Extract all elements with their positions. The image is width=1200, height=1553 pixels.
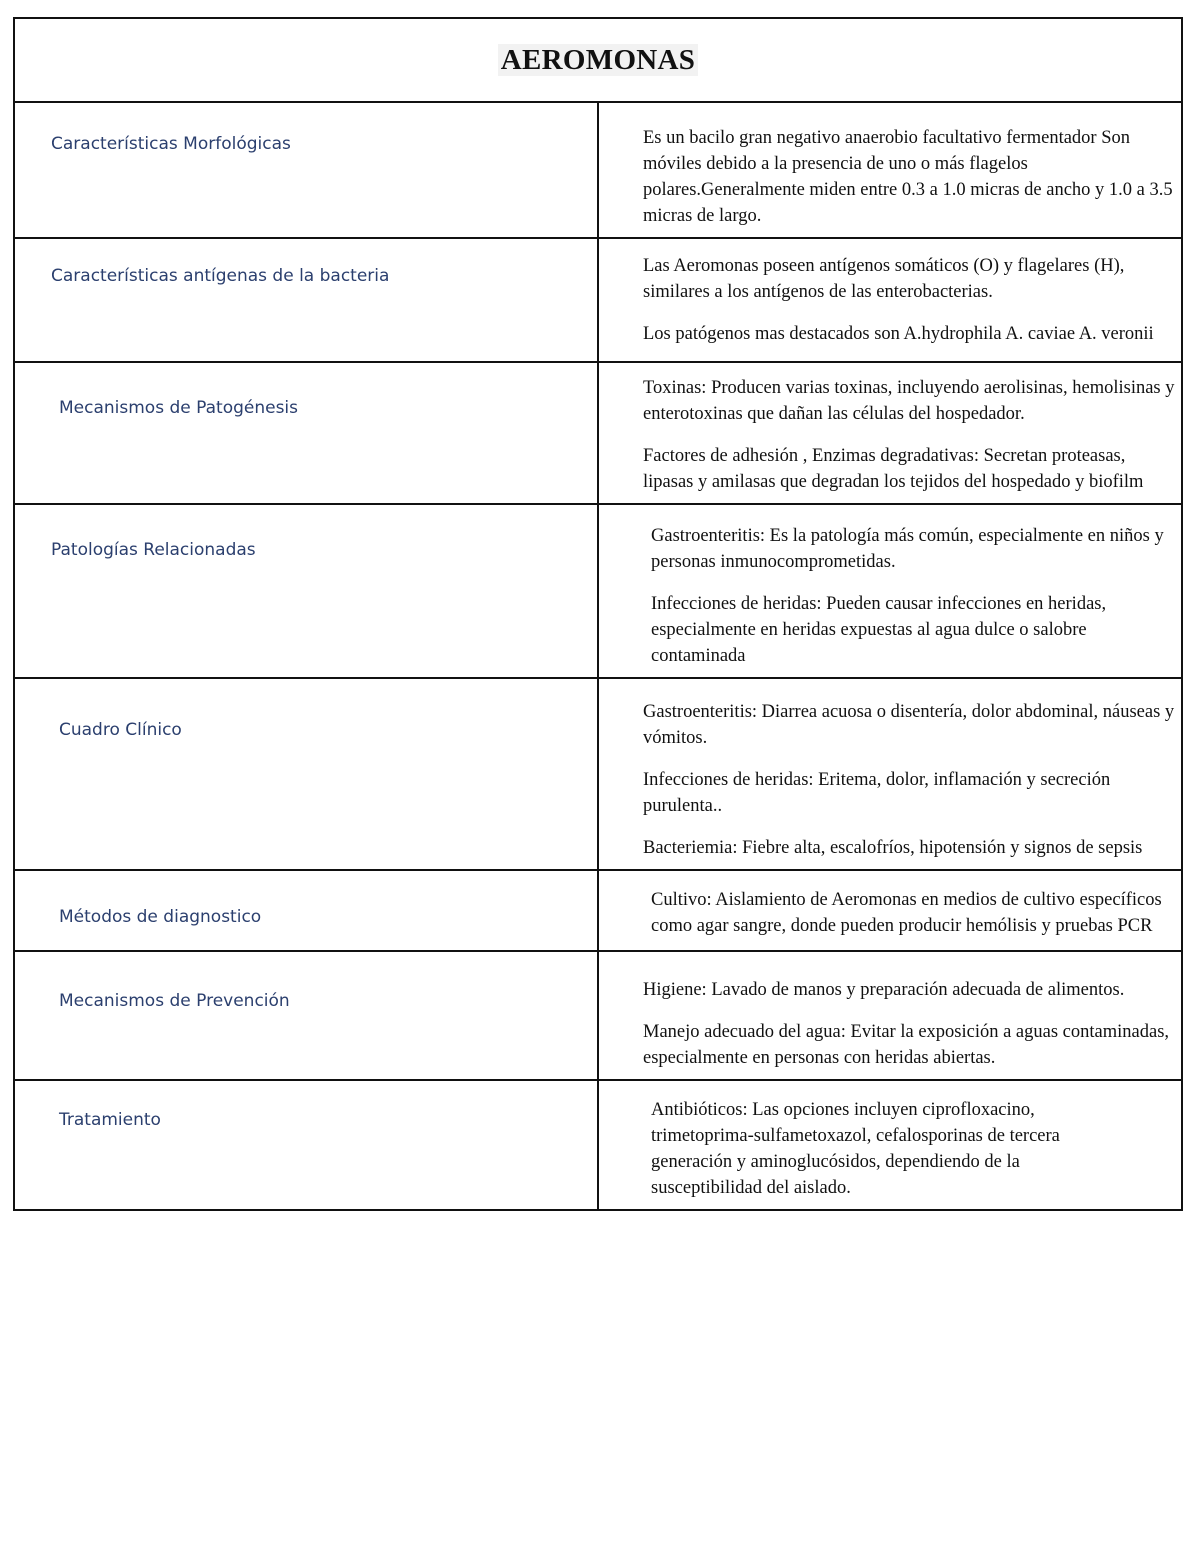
row-paragraph: Es un bacilo gran negativo anaerobio facultativo fermentador Son móviles debido a la presencia de uno o más flagelos polares.Generalmente miden entre 0.3 a 1.0 micras de ancho y 1.0 a 3.5 micras de largo. [643, 128, 1173, 226]
title-cell [14, 18, 1182, 102]
table-row [14, 362, 1182, 504]
label-cell [14, 102, 598, 238]
row-paragraph: Antibióticos: Las opciones incluyen ciprofloxacino, trimetoprima-sulfametoxazol, cefalosporinas de tercera generación y aminoglucósidos, dependiendo de la susceptibilidad del aislado. [651, 1100, 1060, 1198]
label-cell [14, 870, 598, 951]
table-row [14, 1080, 1182, 1210]
row-paragraph: Infecciones de heridas: Eritema, dolor, inflamación y secreción purulenta.. [643, 770, 1111, 816]
table-row [14, 678, 1182, 870]
table-row [14, 504, 1182, 678]
label-cell [14, 238, 598, 362]
row-label-diagnostico: Métodos de diagnostico [59, 907, 262, 927]
row-label-patologias: Patologías Relacionadas [51, 540, 256, 560]
row-paragraph: Infecciones de heridas: Pueden causar infecciones en heridas, especialmente en heridas expuestas al agua dulce o salobre contaminada [651, 594, 1107, 666]
row-label-patogenesis: Mecanismos de Patogénesis [59, 398, 299, 418]
label-cell [14, 362, 598, 504]
row-paragraph: Higiene: Lavado de manos y preparación adecuada de alimentos. [643, 980, 1125, 1000]
table-row [14, 870, 1182, 951]
row-paragraph: Las Aeromonas poseen antígenos somáticos (O) y flagelares (H), similares a los antígenos de las enterobacterias. [643, 256, 1125, 302]
row-paragraph: Gastroenteritis: Diarrea acuosa o disentería, dolor abdominal, náuseas y vómitos. [643, 702, 1175, 748]
row-paragraph: Gastroenteritis: Es la patología más común, especialmente en niños y personas inmunocomprometidas. [651, 526, 1164, 572]
content-cell [598, 951, 1182, 1080]
aeromonas-table [13, 17, 1183, 1211]
row-paragraph: Toxinas: Producen varias toxinas, incluyendo aerolisinas, hemolisinas y enterotoxinas que dañan las células del hospedador. [643, 378, 1175, 424]
row-label-morfologicas: Características Morfológicas [51, 134, 291, 154]
content-cell [598, 102, 1182, 238]
content-cell [598, 678, 1182, 870]
table-row [14, 102, 1182, 238]
label-cell [14, 1080, 598, 1210]
row-label-antigenas: Características antígenas de la bacteria [51, 266, 390, 286]
row-label-tratamiento: Tratamiento [59, 1110, 161, 1130]
label-cell [14, 678, 598, 870]
row-paragraph: Bacteriemia: Fiebre alta, escalofríos, hipotensión y signos de sepsis [643, 838, 1143, 858]
table-row [14, 951, 1182, 1080]
row-label-cuadro-clinico: Cuadro Clínico [59, 720, 182, 740]
title-row [14, 18, 1182, 102]
page-title: AEROMONAS [498, 44, 698, 76]
label-cell [14, 504, 598, 678]
content-cell [598, 504, 1182, 678]
content-cell [598, 362, 1182, 504]
row-paragraph: Los patógenos mas destacados son A.hydrophila A. caviae A. veronii [643, 324, 1154, 344]
row-label-prevencion: Mecanismos de Prevención [59, 991, 290, 1011]
table-row [14, 238, 1182, 362]
content-cell [598, 870, 1182, 951]
content-cell [598, 1080, 1182, 1210]
row-paragraph: Cultivo: Aislamiento de Aeromonas en medios de cultivo específicos como agar sangre, donde pueden producir hemólisis y pruebas PCR [651, 890, 1162, 936]
row-paragraph: Manejo adecuado del agua: Evitar la exposición a aguas contaminadas, especialmente en personas con heridas abiertas. [643, 1022, 1170, 1068]
content-cell [598, 238, 1182, 362]
row-paragraph: Factores de adhesión , Enzimas degradativas: Secretan proteasas, lipasas y amilasas que degradan los tejidos del hospedado y biofilm [643, 446, 1144, 492]
label-cell [14, 951, 598, 1080]
